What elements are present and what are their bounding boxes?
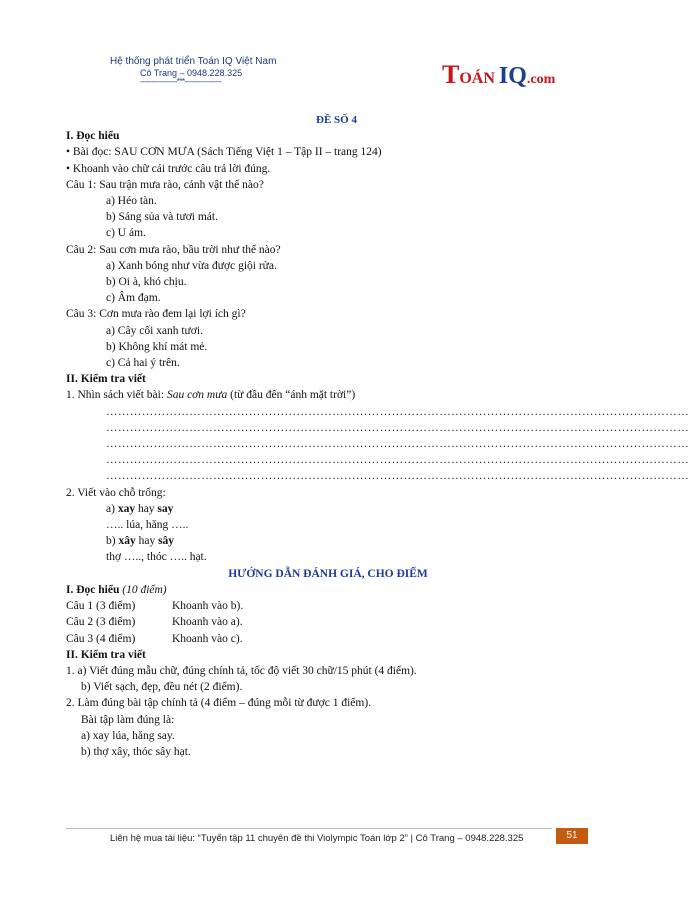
guide-row-answer: Khoanh vào a).	[172, 616, 243, 629]
task-2a-mid: hay	[135, 502, 158, 515]
question-1: Câu 1: Sau trận mưa rào, cảnh vật thế nào?	[66, 178, 264, 191]
task-2a-blank: ….. lúa, hăng …..	[106, 519, 189, 532]
writing-task-1-prefix: 1. Nhìn sách viết bài:	[66, 389, 167, 402]
logo-t: T	[442, 60, 460, 89]
footer-divider	[66, 828, 552, 829]
guide-line: 1. a) Viết đúng mẫu chữ, đúng chính tả, tốc độ viết 30 chữ/15 phút (4 điểm).	[66, 664, 417, 677]
writing-task-1-title: Sau cơn mưa	[166, 389, 228, 402]
guide-row-answer: Khoanh vào b).	[172, 600, 244, 613]
writing-task-1	[66, 387, 590, 403]
task-2-option-a	[66, 501, 590, 517]
question-3-option-b: b) Không khí mát mẻ.	[106, 340, 208, 353]
dotted-line: …………………………………………………………………………………………………………………………………	[106, 421, 689, 434]
guide-row-question: Câu 1 (3 điểm)	[66, 600, 136, 613]
guide-row	[66, 598, 590, 614]
brand-logo	[442, 60, 555, 90]
guide-row-answer: Khoanh vào c).	[172, 632, 243, 645]
question-3: Câu 3: Cơn mưa rào đem lại lợi ích gì?	[66, 308, 246, 321]
guide-line: b) Viết sạch, đẹp, đều nét (2 điểm).	[81, 681, 243, 694]
document-body	[66, 112, 689, 760]
guide-line: a) xay lúa, hăng say.	[81, 729, 175, 742]
task-2-option-b	[66, 533, 590, 549]
task-2b-blank: thợ ….., thóc ….. hạt.	[106, 551, 207, 564]
guide-row-question: Câu 2 (3 điểm)	[66, 616, 136, 629]
header-org: Hệ thống phát triển Toán IQ Việt Nam	[110, 56, 277, 67]
section-writing-heading: II. Kiểm tra viết	[66, 373, 146, 386]
question-3-option-c: c) Cả hai ý trên.	[106, 357, 180, 370]
task-2b-mid: hay	[135, 535, 159, 548]
question-2-option-a: a) Xanh bóng như vừa được giội rửa.	[106, 259, 277, 272]
task-2a-word-2: say	[157, 502, 174, 515]
reading-bullet-2: • Khoanh vào chữ cái trước câu trả lời đúng.	[66, 162, 271, 175]
dotted-line: …………………………………………………………………………………………………………………………………	[106, 405, 689, 418]
header-divider: -----------------***-----------------	[140, 77, 222, 86]
writing-task-2: 2. Viết vào chỗ trống:	[66, 486, 166, 499]
task-2b-word-1: xây	[118, 535, 136, 548]
task-2b-prefix: b)	[106, 535, 119, 548]
exam-title: ĐỀ SỐ 4	[316, 114, 357, 126]
guide-row	[66, 631, 590, 647]
question-2: Câu 2: Sau cơn mưa rào, bầu trời như thế nào?	[66, 243, 281, 256]
question-1-option-a: a) Héo tàn.	[106, 195, 157, 208]
guide-title: HƯỚNG DẪN ĐÁNH GIÁ, CHO ĐIỂM	[228, 567, 428, 580]
guide-row	[66, 614, 590, 630]
header-contact: Cô Trang – 0948.228.325	[140, 68, 243, 78]
page-number: 51	[556, 828, 588, 844]
page-header	[110, 56, 276, 86]
guide-reading-label: I. Đọc hiểu	[66, 583, 123, 596]
guide-reading-heading	[66, 582, 590, 598]
guide-line: b) thợ xây, thóc sây hạt.	[81, 745, 191, 758]
logo-oan: OÁN	[459, 70, 499, 87]
logo-iq: IQ	[498, 63, 527, 89]
reading-bullet-1: • Bài đọc: SAU CƠN MƯA (Sách Tiếng Việt 1 – Tập II – trang 124)	[66, 146, 382, 159]
task-2b-word-2: sây	[158, 535, 175, 548]
guide-reading-points: (10 điểm)	[122, 583, 167, 596]
dotted-line: …………………………………………………………………………………………………………………………………	[106, 438, 689, 451]
question-2-option-c: c) Âm đạm.	[106, 292, 161, 305]
dotted-line: …………………………………………………………………………………………………………………………………	[106, 454, 689, 467]
guide-writing-heading: II. Kiểm tra viết	[66, 648, 146, 661]
task-2a-prefix: a)	[106, 502, 118, 515]
guide-line: 2. Làm đúng bài tập chính tả (4 điểm – đúng mỗi từ được 1 điểm).	[66, 697, 372, 710]
guide-row-question: Câu 3 (4 điểm)	[66, 632, 136, 645]
footer-text: Liên hệ mua tài liệu: “Tuyển tập 11 chuyên đề thi Violympic Toán lớp 2” | Cô Trang – 0948.228.325	[110, 833, 524, 844]
task-2a-word-1: xay	[117, 502, 136, 515]
writing-task-1-suffix: (từ đầu đến “ánh mặt trời”)	[227, 389, 356, 402]
section-reading-heading: I. Đọc hiểu	[66, 130, 120, 143]
logo-com: .com	[526, 72, 556, 87]
guide-line: Bài tập làm đúng là:	[81, 713, 175, 726]
question-1-option-b: b) Sáng sủa và tươi mát.	[106, 211, 218, 224]
dotted-line: …………………………………………………………………………………………………………………………………	[106, 470, 689, 483]
question-1-option-c: c) U ám.	[106, 227, 146, 240]
question-3-option-a: a) Cây cối xanh tươi.	[106, 324, 203, 337]
question-2-option-b: b) Oi à, khó chịu.	[106, 276, 187, 289]
